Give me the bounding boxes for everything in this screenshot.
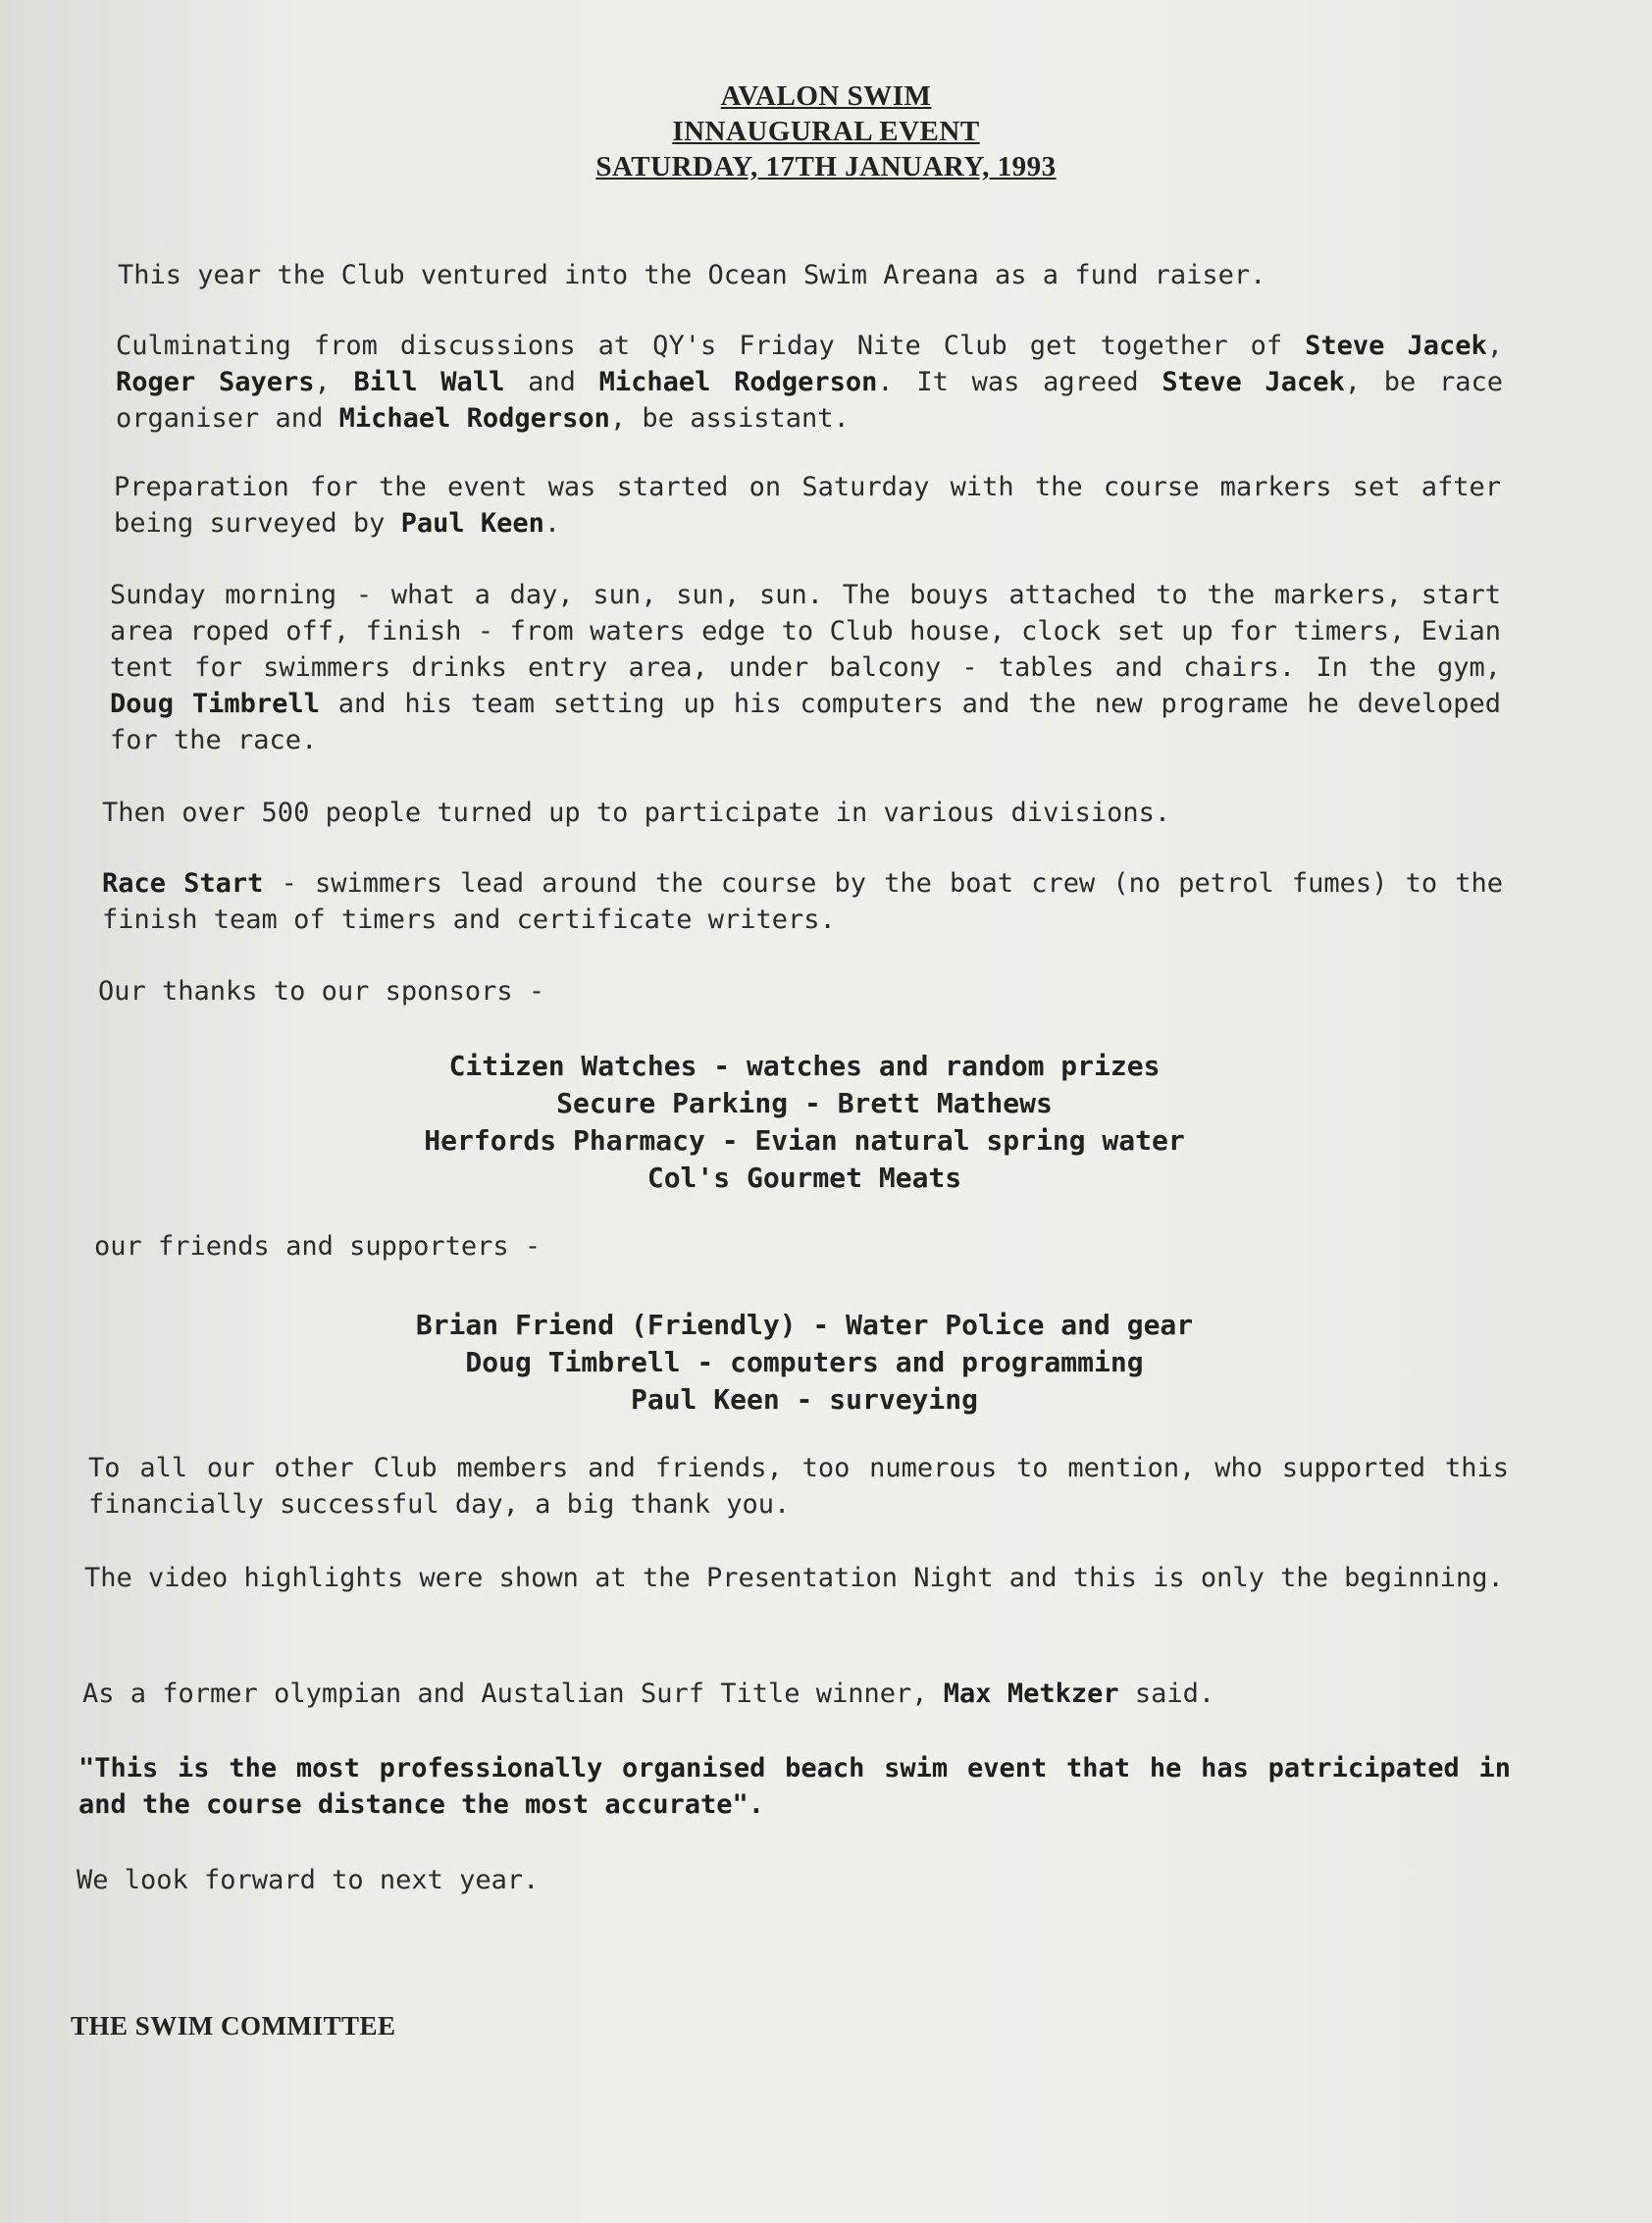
paragraph-olympian: As a former olympian and Austalian Surf Title winner, Max Metkzer said.	[82, 1679, 1215, 1709]
quote: "This is the most professionally organised beach swim event that he has patricipated in and the course distance the most accurate".	[78, 1753, 1511, 1820]
paragraph-discussions: Culminating from discussions at QY's Friday Nite Club get together of Steve Jacek, Roger Sayers, Bill Wall and Michael Rodgerson. It was agreed Steve Jacek, be race organiser and Michael Rodgerson, be assistant.	[116, 331, 1503, 434]
paragraph-video: The video highlights were shown at the Presentation Night and this is only the beginning.	[84, 1563, 1504, 1593]
name-steve-jacek-2: Steve Jacek	[1162, 367, 1345, 397]
name-roger-sayers: Roger Sayers	[116, 367, 315, 397]
signature: THE SWIM COMMITTEE	[71, 2011, 396, 2041]
paragraph-intro: This year the Club ventured into the Ocean Swim Areana as a fund raiser.	[118, 260, 1266, 290]
paragraph-closing: We look forward to next year.	[77, 1865, 540, 1895]
paragraph-participants: Then over 500 people turned up to participate in various divisions.	[102, 798, 1171, 828]
paragraph-race-start: Race Start - swimmers lead around the course by the boat crew (no petrol fumes) to the finish team of timers and certificate writers.	[102, 868, 1503, 935]
supporter-item: Doug Timbrell - computers and programming	[465, 1346, 1144, 1378]
sponsors-list	[0, 1048, 1609, 1197]
supporters-list	[0, 1307, 1609, 1419]
name-bill-wall: Bill Wall	[353, 367, 505, 397]
supporter-item: Paul Keen - surveying	[630, 1383, 978, 1416]
name-steve-jacek: Steve Jacek	[1305, 331, 1487, 361]
sponsor-item: Secure Parking - Brett Mathews	[556, 1087, 1053, 1119]
header-subtitle: INNAUGURAL EVENT	[672, 116, 980, 147]
paragraph-sponsors-intro: Our thanks to our sponsors -	[98, 976, 545, 1007]
sponsor-item: Herfords Pharmacy - Evian natural spring water	[424, 1124, 1185, 1157]
name-michael-rodgerson: Michael Rodgerson	[598, 367, 878, 397]
race-start-label: Race Start	[102, 868, 264, 899]
name-doug-timbrell: Doug Timbrell	[110, 689, 320, 719]
header-date: SATURDAY, 17TH JANUARY, 1993	[595, 151, 1057, 182]
name-max-metkzer: Max Metkzer	[943, 1679, 1119, 1709]
sponsor-item: Citizen Watches - watches and random prizes	[448, 1050, 1161, 1082]
paragraph-preparation: Preparation for the event was started on Saturday with the course markers set after being surveyed by Paul Keen.	[114, 472, 1501, 539]
header-title: AVALON SWIM	[720, 80, 932, 112]
paragraph-thanks: To all our other Club members and friends, too numerous to mention, who supported this financially successful day, a big thank you.	[88, 1453, 1509, 1520]
supporter-item: Brian Friend (Friendly) - Water Police and gear	[415, 1309, 1194, 1341]
name-michael-rodgerson-2: Michael Rodgerson	[338, 403, 610, 434]
paragraph-supporters-intro: our friends and supporters -	[94, 1231, 542, 1262]
sponsor-item: Col's Gourmet Meats	[646, 1162, 962, 1194]
paragraph-sunday: Sunday morning - what a day, sun, sun, sun. The bouys attached to the markers, start area roped off, finish - from waters edge to Club house, clock set up for timers, Evian tent for swimmers drinks entry area, under balcony - tables and chairs. In the gym, Doug Timbrell and his team setting up his computers and the new programe he developed for the race.	[110, 580, 1501, 755]
name-paul-keen: Paul Keen	[400, 508, 544, 539]
